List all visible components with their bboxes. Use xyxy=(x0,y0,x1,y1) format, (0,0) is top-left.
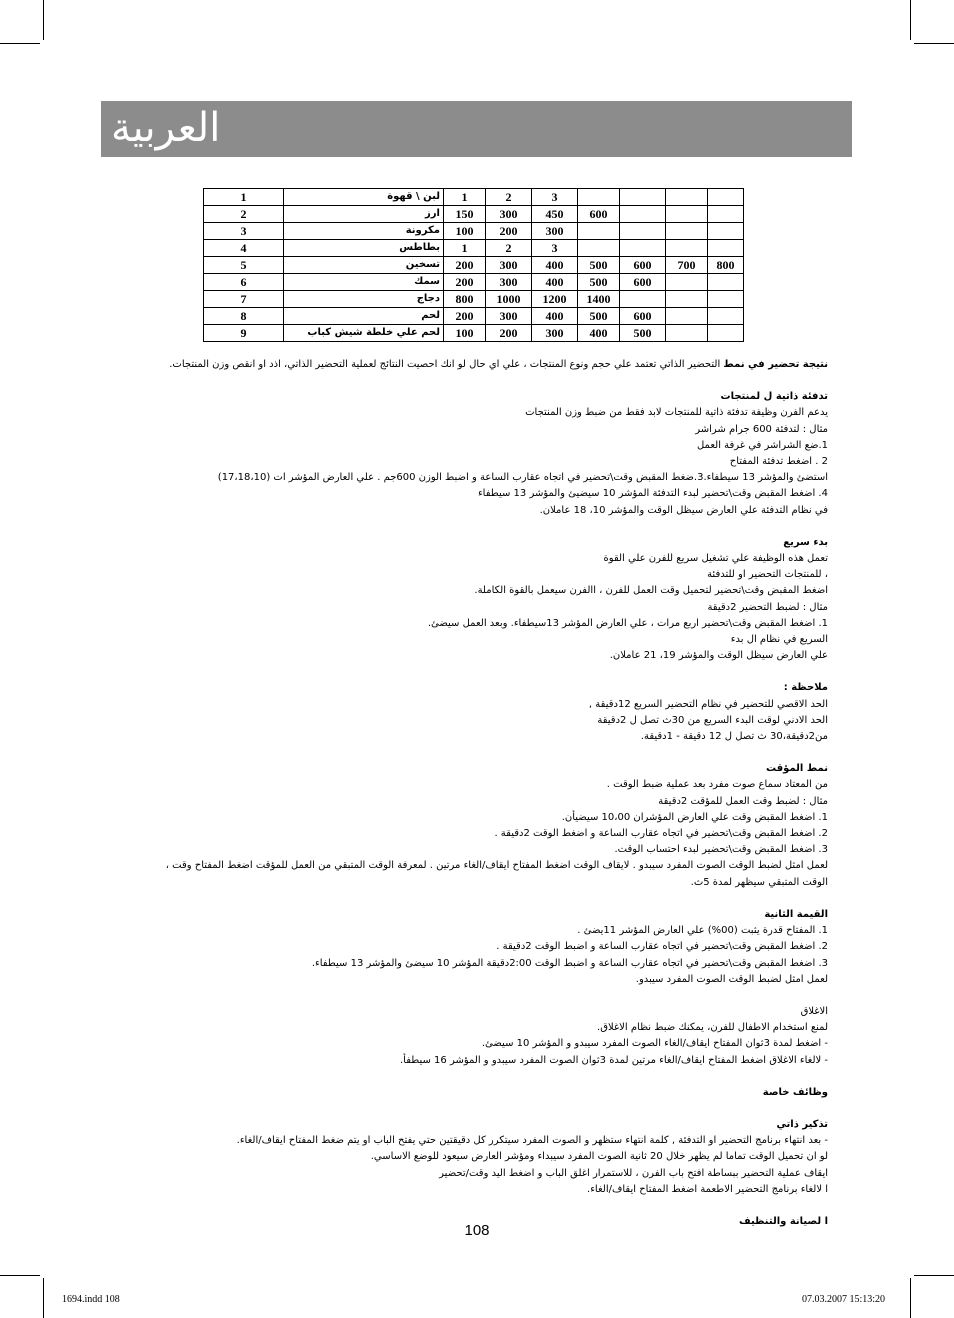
section-line: لمنع استخدام الاطفال للفرن، يمكنك ضبط نظام الاغلاق. xyxy=(597,1022,828,1034)
crop-mark xyxy=(914,43,954,44)
row-number: 3 xyxy=(204,223,284,240)
table-row xyxy=(204,308,744,325)
section-line: يدعم الفرن وظيفة تدفئة ذاتية للمنتجات لابد فقط من ضبط وزن المنتجات xyxy=(525,407,828,419)
row-number: 1 xyxy=(204,189,284,206)
weight-cell: 3 xyxy=(532,240,578,257)
table-row xyxy=(204,325,744,342)
table-row xyxy=(204,206,744,223)
table-row xyxy=(204,274,744,291)
weight-cell: 2 xyxy=(486,240,532,257)
table-row xyxy=(204,189,744,206)
intro-text: التحضير الذاتي تعتمد علي حجم ونوع المنتجات ، علي اي حال لو انك احصيت النتائج لعملية التحضير الذاتي، اذد او انقص وزن المنتجات. xyxy=(169,359,724,370)
weight-cell: 200 xyxy=(444,257,486,274)
section-line: اضغط المقبض وقت\تحضير لتحميل وقت العمل للفرن ، االفرن سيعمل بالقوة الكاملة. xyxy=(474,585,828,597)
weight-cell: 800 xyxy=(444,291,486,308)
weight-cell: 800 xyxy=(708,257,744,274)
section-line: - لالغاء الاغلاق اضغط المفتاح ايقاف/الغاء مرتين لمدة 3ثوان الصوت المفرد سيبدو و المؤشر 16 سيطفأ. xyxy=(399,1054,828,1066)
section-line: لعمل امثل لضبط الوقت الصوت المفرد سيبدو. xyxy=(635,973,828,985)
section-heading: تدفئة ذاتية ل لمنتجات xyxy=(720,391,828,403)
weight-cell: 400 xyxy=(578,325,620,342)
food-name: ارز xyxy=(284,206,444,223)
page-title: العربية xyxy=(111,105,221,151)
section-gap xyxy=(115,519,828,535)
weight-cell: 450 xyxy=(532,206,578,223)
weight-cell xyxy=(620,240,666,257)
section-line: من المعتاد سماع صوت مفرد بعد عملية ضبط الوقت . xyxy=(606,779,828,791)
weight-cell: 400 xyxy=(532,308,578,325)
weight-cell xyxy=(578,223,620,240)
row-number: 4 xyxy=(204,240,284,257)
section-line: 4. اضغط المقبض وقت\تحضير لبدء التدفئة المؤشر 10 سيضيئ والمؤشر 13 سيطفاء xyxy=(477,488,828,500)
instructions xyxy=(115,357,828,1230)
section-line: الحد الادني لوقت البدء السريع من 30ث تصل ل 2دقيقة xyxy=(597,714,828,726)
weight-cell: 300 xyxy=(486,206,532,223)
intro-bold: نتيجة تحضير في نمط xyxy=(723,359,828,370)
weight-cell xyxy=(708,189,744,206)
weight-cell: 200 xyxy=(486,325,532,342)
row-number: 7 xyxy=(204,291,284,308)
section-line: ايقاف عملية التحضير ببساطة افتح باب الفرن ، للاستمرار اغلق الباب و اضغط اليد وقت/تحضير xyxy=(439,1167,828,1179)
food-name: مكرونة xyxy=(284,223,444,240)
section-line: ا لالغاء برنامج التحضير الاطعمة اضغط المفتاح ايقاف/الغاء. xyxy=(587,1183,828,1195)
table-row xyxy=(204,291,744,308)
section-gap xyxy=(115,1198,828,1214)
section-line: في نظام التدفئة علي العارض سيظل الوقت والمؤشر 10، 18 عاملان. xyxy=(539,504,828,516)
weight-cell: 2 xyxy=(486,189,532,206)
food-name: لحم علي خلطة شيش كباب xyxy=(284,325,444,342)
section-heading: الاغلاق xyxy=(800,1005,828,1017)
section-line: استضئ والمؤشر 13 سيطفاء.3.ضغط المقبض وقت\تحضير في اتجاه عقارب الساعة و اضبط الوزن 600جم . علي العارض المؤشر ات (17،18،10) xyxy=(217,472,828,484)
weight-cell xyxy=(708,291,744,308)
section-heading: تذكير ذاتي xyxy=(776,1118,828,1130)
weight-cell xyxy=(708,325,744,342)
weight-cell xyxy=(620,223,666,240)
intro-paragraph xyxy=(115,357,828,373)
weight-cell: 300 xyxy=(486,308,532,325)
weight-cell: 500 xyxy=(620,325,666,342)
weight-cell xyxy=(708,308,744,325)
weight-cell: 150 xyxy=(444,206,486,223)
table-row xyxy=(204,223,744,240)
section-gap xyxy=(115,373,828,389)
section-line: مثال : لضبط التحضير 2دقيقة xyxy=(707,601,828,613)
crop-mark xyxy=(0,1275,40,1276)
food-name: لحم xyxy=(284,308,444,325)
section-line: مثال : لتدفئة 600 جرام شراشر xyxy=(695,423,828,435)
header-bar xyxy=(101,101,852,157)
section-heading: بدء سريع xyxy=(783,536,828,548)
section-line: 1. المفتاح قدرة يثبت (00%) علي العارض المؤشر 11يضئ . xyxy=(577,925,828,937)
section-gap xyxy=(115,891,828,907)
section-line: 2. اضغط المقبض وقت\تحضير في اتجاه عقارب الساعة و اضبط الوقت 2دقيقة . xyxy=(496,941,828,953)
weight-cell: 700 xyxy=(666,257,708,274)
weight-cell xyxy=(708,206,744,223)
weight-cell xyxy=(620,206,666,223)
weight-cell: 600 xyxy=(620,308,666,325)
weight-cell: 300 xyxy=(532,223,578,240)
table-row xyxy=(204,257,744,274)
section-line: من2دقيقة،30 ث تصل ل 12 دقيقة - 1دقيقة. xyxy=(640,731,828,743)
weight-cell: 1400 xyxy=(578,291,620,308)
weight-cell: 200 xyxy=(486,223,532,240)
weight-cell: 100 xyxy=(444,325,486,342)
weight-cell xyxy=(666,291,708,308)
section-line: لو ان تحميل الوقت تماما لم يظهر خلال 20 ثانية الصوت المفرد سيبداء ومؤشر العارض سيعود للوضع الاساسي. xyxy=(370,1151,828,1163)
section-heading: ا لصيانة والتنظيف xyxy=(739,1215,828,1227)
food-name: بطاطس xyxy=(284,240,444,257)
section-line: ، للمنتجات التحضير او للتدفئة xyxy=(707,569,828,581)
weight-cell: 1 xyxy=(444,240,486,257)
section-line: السريع في نظام ال بدء xyxy=(730,634,828,646)
section-heading: القيمة الثانية xyxy=(764,908,828,920)
crop-mark xyxy=(910,0,911,40)
food-name: دجاج xyxy=(284,291,444,308)
weight-cell xyxy=(708,274,744,291)
weight-cell: 500 xyxy=(578,274,620,291)
weight-cell: 300 xyxy=(532,325,578,342)
weight-cell: 1000 xyxy=(486,291,532,308)
crop-mark xyxy=(910,1278,911,1318)
row-number: 5 xyxy=(204,257,284,274)
page-number: 108 xyxy=(464,1222,490,1239)
weight-cell xyxy=(578,189,620,206)
crop-mark xyxy=(0,43,40,44)
section-line: - اضغط لمدة 3ثوان المفتاح ايقاف/الغاء الصوت المفرد سيبدو و المؤشر 10 سيضئ. xyxy=(481,1038,828,1050)
section-gap xyxy=(115,988,828,1004)
weight-cell: 1 xyxy=(444,189,486,206)
section-line: 2 . اضغط تدفئة المفتاح xyxy=(729,456,828,468)
weight-cell xyxy=(666,189,708,206)
weight-cell: 200 xyxy=(444,308,486,325)
weight-cell xyxy=(666,206,708,223)
weight-cell: 400 xyxy=(532,274,578,291)
weight-cell: 1200 xyxy=(532,291,578,308)
weight-cell: 3 xyxy=(532,189,578,206)
section-line: الوقت المتبقي سيظهر لمدة 5ث. xyxy=(690,876,828,888)
weight-cell: 300 xyxy=(486,274,532,291)
section-gap xyxy=(115,1069,828,1085)
weight-cell: 500 xyxy=(578,308,620,325)
section-line: تعمل هذه الوظيفة علي تشغيل سريع للفرن علي القوة xyxy=(603,553,828,565)
food-name: لبن \ قهوة xyxy=(284,189,444,206)
section-heading: ملاحظة : xyxy=(783,682,828,694)
section-line: 1.ضع الشراشر في غرفة العمل xyxy=(696,439,828,451)
cooking-table xyxy=(203,188,744,342)
weight-cell xyxy=(666,308,708,325)
section-line: 1. اضغط المقبض وقت\تحضير اربع مرات ، علي العارض المؤشر 13سيطفاء. وبعد العمل سيضئ. xyxy=(427,617,828,629)
weight-cell xyxy=(620,189,666,206)
weight-cell xyxy=(666,223,708,240)
weight-cell xyxy=(578,240,620,257)
row-number: 2 xyxy=(204,206,284,223)
weight-cell xyxy=(708,240,744,257)
section-gap xyxy=(115,664,828,680)
crop-mark xyxy=(43,1278,44,1318)
footer-timestamp: 07.03.2007 15:13:20 xyxy=(801,1294,885,1305)
weight-cell xyxy=(666,274,708,291)
weight-cell: 600 xyxy=(620,257,666,274)
weight-cell: 600 xyxy=(578,206,620,223)
row-number: 8 xyxy=(204,308,284,325)
crop-mark xyxy=(43,0,44,40)
crop-mark xyxy=(914,1275,954,1276)
weight-cell: 400 xyxy=(532,257,578,274)
food-name: سمك xyxy=(284,274,444,291)
section-line: علي العارض سيظل الوقت والمؤشر 19، 21 عاملان. xyxy=(609,650,828,662)
weight-cell xyxy=(620,291,666,308)
section-line: - بعد انتهاء برنامج التحضير او التدفئة , كلمة انتهاء ستظهر و الصوت المفرد سيتكرر كل دقيقتين حتي يفتح الباب او يتم ضغط المفتاح ايقاف/الغاء. xyxy=(236,1135,828,1147)
section-line: 2. اضغط المقبض وقت\تحضير في اتجاه عقارب الساعة و اضغط الوقت 2دقيقة . xyxy=(494,828,828,840)
section-heading: وظائف خاصة xyxy=(762,1086,828,1098)
section-heading: نمط المؤقت xyxy=(766,763,828,775)
section-gap xyxy=(115,1101,828,1117)
weight-cell xyxy=(666,240,708,257)
weight-cell: 200 xyxy=(444,274,486,291)
section-gap xyxy=(115,745,828,761)
weight-cell xyxy=(666,325,708,342)
table-row xyxy=(204,240,744,257)
section-line: الحد الاقصي للتحضير في نظام التحضير السريع 12دقيقة , xyxy=(588,698,828,710)
weight-cell: 300 xyxy=(486,257,532,274)
weight-cell: 600 xyxy=(620,274,666,291)
food-name: تسخين xyxy=(284,257,444,274)
section-line: 3. اضغط المقبض وقت\تحضير في اتجاه عقارب الساعة و اضبط الوقت 2:00دقيقة المؤشر 10 سيضئ والمؤشر 13 سيطفاء. xyxy=(311,957,828,969)
weight-cell: 500 xyxy=(578,257,620,274)
weight-cell: 100 xyxy=(444,223,486,240)
row-number: 9 xyxy=(204,325,284,342)
footer-file: 1694.indd 108 xyxy=(62,1294,120,1305)
section-line: لعمل امثل لضبط الوقت الصوت المفرد سيبدو . لايقاف الوقت اضغط المفتاح ايقاف/الغاء مرتين . لمعرفة الوقت المتبقي من العمل للمؤقت اضغط المفتاح وقت ، xyxy=(165,860,828,872)
row-number: 6 xyxy=(204,274,284,291)
section-line: مثال : لضبط وقت العمل للمؤقت 2دقيقة xyxy=(658,795,828,807)
weight-cell xyxy=(708,223,744,240)
section-line: 1. اضغط المقبض وقت علي العارض المؤشران 10،00 سيضيأن. xyxy=(561,811,828,823)
section-line: 3. اضغط المقبض وقت\تحضير لبدء احتساب الوقت. xyxy=(614,844,828,856)
